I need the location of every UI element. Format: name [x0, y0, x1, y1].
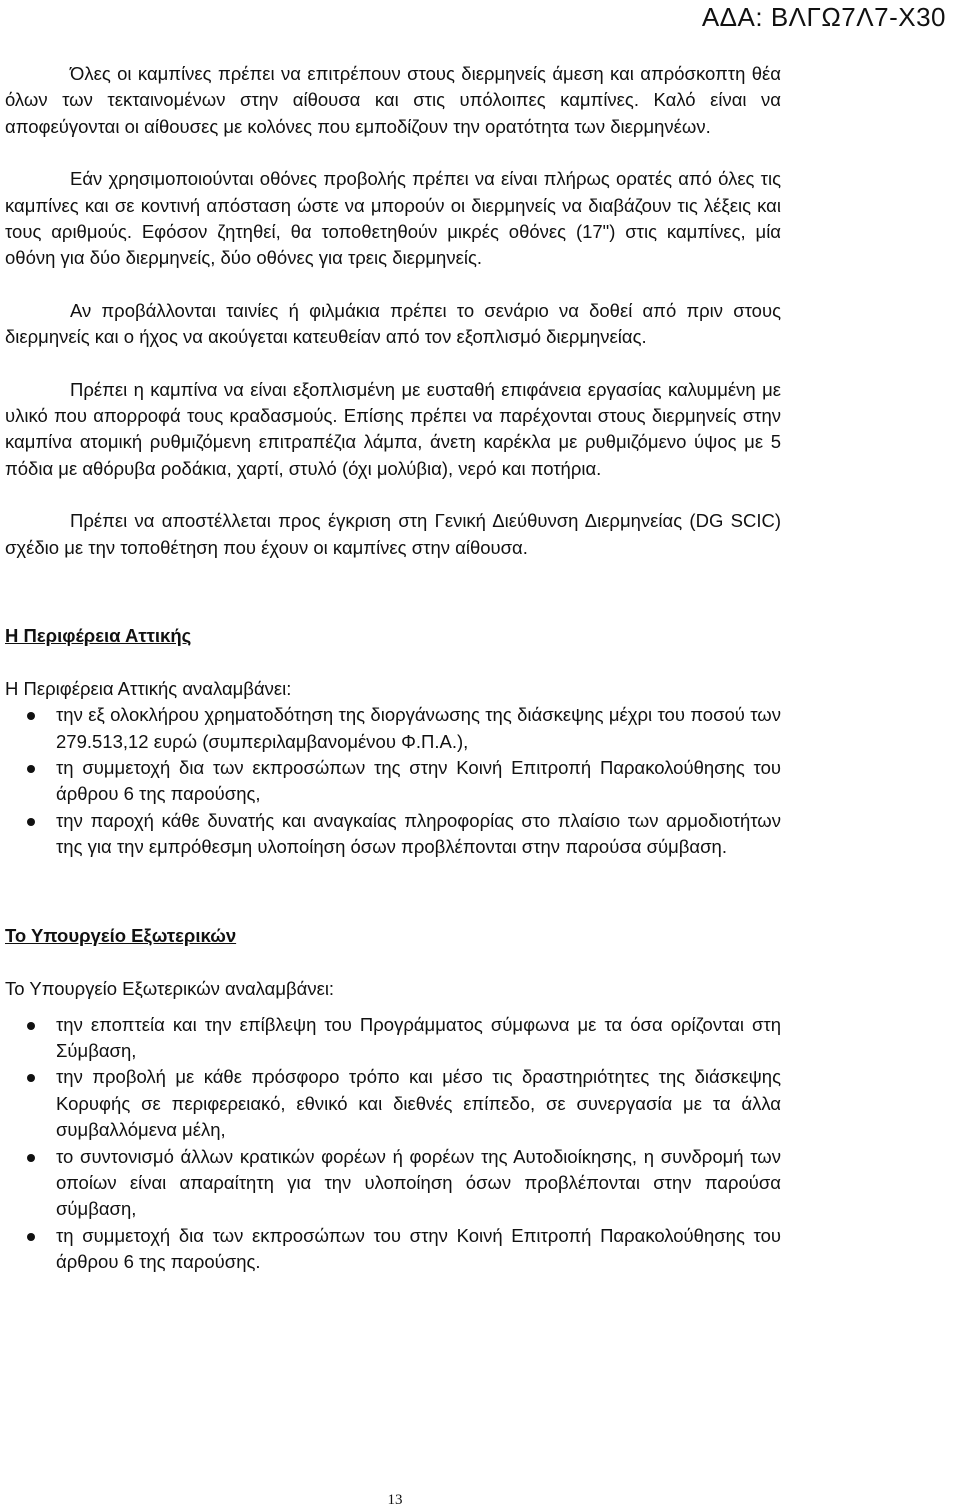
bullet-icon — [27, 818, 35, 826]
bullet-icon — [27, 1154, 35, 1162]
bullet-icon — [27, 1233, 35, 1241]
bullet-icon — [27, 765, 35, 773]
document-body — [5, 61, 781, 1276]
attica-obligations-list — [5, 702, 781, 860]
paragraph-films: Αν προβάλλονται ταινίες ή φιλμάκια πρέπει το σενάριο να δοθεί από πριν στους διερμηνείς και ο ήχος να ακούγεται κατευθείαν από τον εξοπλισμό διερμηνείας. — [5, 299, 781, 348]
paragraph-cabin-equipment: Πρέπει η καμπίνα να είναι εξοπλισμένη με ευσταθή επιφάνεια εργασίας καλυμμένη με υλικό που απορροφά τους κραδασμούς. Επίσης πρέπει να παρέχονται στους διερμηνείς στην καμπίνα ατομική ρυθμιζόμενη επιτραπέζια λάμπα, άνετη καρέκλα με ρυθμιζόμενο ύψος με 5 πόδια με αθόρυβα ροδάκια, χαρτί, στυλό (όχι μολύβια), νερό και ποτήρια. — [5, 378, 781, 479]
section-intro-ministry: Το Υπουργείο Εξωτερικών αναλαμβάνει: — [5, 977, 335, 999]
list-item: το συντονισμό άλλων κρατικών φορέων ή φορέων της Αυτοδιοίκησης, η συνδρομή των οποίων είναι απαραίτητη για την υλοποίηση όσων προβλέπονται στην παρούσα σύμβαση, — [5, 1144, 781, 1223]
paragraph-cabins-visibility: Όλες οι καμπίνες πρέπει να επιτρέπουν στους διερμηνείς άμεση και απρόσκοπτη θέα όλων των τεκταινομένων στην αίθουσα και στις υπόλοιπες καμπίνες. Καλό είναι να αποφεύγονται οι αίθουσες με κολόνες που εμποδίζουν την ορατότητα των διερμηνέων. — [5, 63, 781, 137]
bullet-icon — [27, 1074, 35, 1082]
paragraph-projection-screens: Εάν χρησιμοποιούνται οθόνες προβολής πρέπει να είναι πλήρως ορατές από όλες τις καμπίνες και σε κοντινή απόσταση ώστε να μπορούν οι διερμηνείς να διαβάζουν τις λέξεις και τους αριθμούς. Εφόσον ζητηθεί, θα τοποθετηθούν μικρές οθόνες (17") στις καμπίνες, μία οθόνη για δύο διερμηνείς, δύο οθόνες για τρεις διερμηνείς. — [5, 168, 781, 269]
list-item: την παροχή κάθε δυνατής και αναγκαίας πληροφορίας στο πλαίσιο των αρμοδιοτήτων της για την εμπρόθεσμη υλοποίηση όσων προβλέπονται στην παρούσα σύμβαση. — [5, 808, 781, 861]
section-heading-ministry: Το Υπουργείο Εξωτερικών — [5, 924, 237, 946]
section-heading-attica: Η Περιφέρεια Αττικής — [5, 625, 192, 647]
list-item: τη συμμετοχή δια των εκπροσώπων της στην Κοινή Επιτροπή Παρακολούθησης του άρθρου 6 της παρούσης, — [5, 755, 781, 808]
list-item: την εποπτεία και την επίβλεψη του Προγράμματος σύμφωνα με τα όσα ορίζονται στη Σύμβαση, — [5, 1012, 781, 1065]
list-item: την εξ ολοκλήρου χρηματοδότηση της διοργάνωσης της διάσκεψης μέχρι του ποσού των 279.513,12 ευρώ (συμπεριλαμβανομένου Φ.Π.Α.), — [5, 702, 781, 755]
bullet-icon — [27, 712, 35, 720]
section-intro-attica: Η Περιφέρεια Αττικής αναλαμβάνει: — [5, 678, 292, 700]
bullet-icon — [27, 1022, 35, 1030]
page-number: 13 — [387, 1492, 403, 1508]
ada-code: ΑΔΑ: ΒΛΓΩ7Λ7-Χ30 — [701, 2, 946, 32]
list-item: την προβολή με κάθε πρόσφορο τρόπο και μέσο τις δραστηριότητες της διάσκεψης Κορυφής σε περιφερειακό, εθνικό και διεθνές επίπεδο, σε συνεργασία με τα άλλα συμβαλλόμενα μέλη, — [5, 1064, 781, 1143]
ministry-obligations-list — [5, 1012, 781, 1276]
list-item: τη συμμετοχή δια των εκπροσώπων του στην Κοινή Επιτροπή Παρακολούθησης του άρθρου 6 της παρούσης. — [5, 1223, 781, 1276]
paragraph-cabin-layout-approval: Πρέπει να αποστέλλεται προς έγκριση στη Γενική Διεύθυνση Διερμηνείας (DG SCIC) σχέδιο με την τοποθέτηση που έχουν οι καμπίνες στην αίθουσα. — [5, 510, 781, 558]
